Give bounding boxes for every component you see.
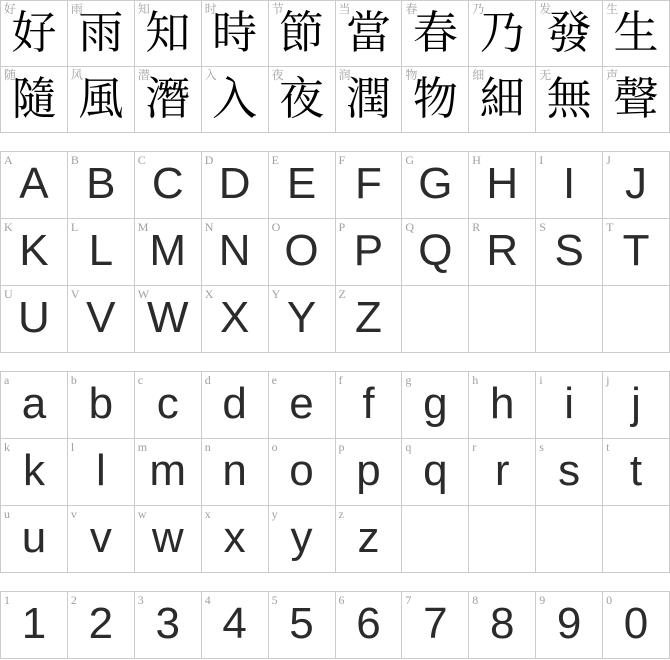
cell-reference-label: L: [70, 220, 79, 234]
glyph-cell: [603, 592, 670, 659]
cell-glyph: 0: [623, 599, 649, 648]
empty-cell: [469, 286, 536, 353]
cell-glyph: 當: [345, 7, 391, 58]
cell-glyph: z: [357, 513, 380, 562]
cell-glyph: w: [151, 513, 184, 562]
cell-reference-label: 润: [338, 68, 351, 82]
cell-glyph: 發: [546, 7, 592, 58]
cell-reference-label: Q: [405, 220, 415, 234]
cell-reference-label: A: [4, 153, 13, 167]
cell-reference-label: S: [539, 220, 546, 234]
cell-glyph: o: [289, 446, 314, 495]
glyph-cell: [402, 592, 469, 659]
glyph-cell: [469, 372, 536, 439]
glyph-cell: [135, 67, 202, 133]
cell-glyph: Z: [355, 293, 382, 342]
glyph-cell: [536, 592, 603, 659]
cell-reference-label: 声: [606, 68, 619, 82]
glyph-cell: [402, 219, 469, 286]
glyph-cell: [269, 286, 336, 353]
cell-glyph: c: [156, 379, 179, 428]
cell-glyph: p: [356, 446, 381, 495]
cell-glyph: t: [629, 446, 643, 495]
cell-reference-label: 0: [606, 593, 613, 607]
cell-reference-label: U: [4, 287, 13, 301]
glyph-cell: [1, 372, 68, 439]
lower-glyph-grid: [0, 371, 670, 573]
cell-reference-label: 无: [539, 68, 552, 82]
cell-glyph: 7: [423, 599, 448, 648]
cell-glyph: u: [21, 513, 47, 562]
cell-reference-label: 风: [70, 68, 83, 82]
cell-reference-label: m: [137, 440, 148, 454]
cell-reference-label: H: [472, 153, 481, 167]
glyph-cell: [202, 439, 269, 506]
cell-reference-label: B: [70, 153, 79, 167]
glyph-cell: [603, 372, 670, 439]
cell-glyph: Q: [418, 226, 453, 275]
cell-glyph: R: [486, 226, 519, 275]
cell-glyph: Y: [286, 293, 317, 342]
glyph-cell: [68, 439, 135, 506]
glyph-cell: [202, 152, 269, 219]
glyph-cell: [68, 219, 135, 286]
cell-glyph: 時: [212, 7, 258, 58]
glyph-cell: [68, 372, 135, 439]
glyph-cell: [402, 67, 469, 133]
cell-glyph: 潤: [345, 73, 391, 124]
glyph-cell: [469, 439, 536, 506]
glyph-cell: [469, 1, 536, 67]
cell-glyph: 節: [279, 7, 325, 58]
cell-glyph: 8: [490, 599, 515, 648]
cell-reference-label: G: [405, 153, 415, 167]
cell-glyph: 隨: [11, 73, 57, 124]
cjk-glyph-grid: [0, 0, 670, 133]
cell-glyph: C: [151, 159, 184, 208]
cell-glyph: G: [418, 159, 453, 208]
cell-reference-label: 2: [70, 593, 77, 607]
cell-glyph: q: [423, 446, 448, 495]
cell-reference-label: 发: [539, 2, 552, 16]
cell-glyph: V: [86, 293, 116, 342]
cell-glyph: i: [564, 379, 575, 428]
cell-glyph: S: [554, 226, 584, 275]
cell-reference-label: q: [405, 440, 412, 454]
glyph-cell: [135, 1, 202, 67]
glyph-cell: [469, 67, 536, 133]
glyph-cell: [202, 592, 269, 659]
glyph-cell: [269, 67, 336, 133]
cell-reference-label: c: [137, 373, 144, 387]
cell-reference-label: i: [539, 373, 543, 387]
glyph-cell: [1, 152, 68, 219]
glyph-cell: [603, 1, 670, 67]
cell-reference-label: O: [271, 220, 281, 234]
cell-reference-label: p: [338, 440, 345, 454]
glyph-cell: [603, 439, 670, 506]
cell-glyph: m: [149, 446, 187, 495]
cell-reference-label: 潜: [137, 68, 150, 82]
cell-reference-label: 夜: [271, 68, 284, 82]
glyph-cell: [336, 1, 403, 67]
cell-reference-label: h: [472, 373, 479, 387]
cell-glyph: 知: [145, 7, 191, 58]
cell-reference-label: 时: [204, 2, 217, 16]
cell-reference-label: C: [137, 153, 146, 167]
glyph-cell: [269, 506, 336, 573]
glyph-cell: [1, 439, 68, 506]
cell-reference-label: X: [204, 287, 214, 301]
cell-reference-label: 细: [472, 68, 485, 82]
cell-reference-label: 当: [338, 2, 351, 16]
cell-reference-label: 8: [472, 593, 479, 607]
glyph-cell: [336, 506, 403, 573]
glyph-cell: [536, 67, 603, 133]
glyph-cell: [336, 439, 403, 506]
empty-cell: [603, 506, 670, 573]
cell-reference-label: f: [338, 373, 343, 387]
glyph-cell: [202, 67, 269, 133]
cell-reference-label: D: [204, 153, 214, 167]
cell-glyph: 無: [546, 73, 592, 124]
cell-glyph: N: [218, 226, 251, 275]
cell-reference-label: b: [70, 373, 77, 387]
cell-glyph: K: [19, 226, 49, 275]
glyph-cell: [269, 152, 336, 219]
cell-reference-label: 生: [606, 2, 619, 16]
cell-reference-label: W: [137, 287, 150, 301]
cell-reference-label: 春: [405, 2, 418, 16]
cell-glyph: l: [95, 446, 106, 495]
glyph-cell: [402, 1, 469, 67]
glyph-cell: [135, 439, 202, 506]
glyph-cell: [336, 152, 403, 219]
cell-glyph: B: [86, 159, 116, 208]
cell-glyph: k: [22, 446, 45, 495]
cell-reference-label: 物: [405, 68, 418, 82]
cell-reference-label: P: [338, 220, 346, 234]
glyph-cell: [135, 152, 202, 219]
cell-glyph: e: [289, 379, 314, 428]
cell-reference-label: V: [70, 287, 80, 301]
cell-reference-label: d: [204, 373, 211, 387]
glyph-cell: [202, 286, 269, 353]
glyph-cell: [1, 1, 68, 67]
glyph-cell: [402, 439, 469, 506]
cell-glyph: H: [486, 159, 519, 208]
cell-glyph: 雨: [78, 7, 124, 58]
glyph-cell: [1, 506, 68, 573]
glyph-cell: [202, 1, 269, 67]
cell-glyph: x: [223, 513, 246, 562]
cell-reference-label: 1: [4, 593, 10, 607]
cell-reference-label: r: [472, 440, 477, 454]
glyph-cell: [402, 372, 469, 439]
cell-glyph: j: [631, 379, 641, 428]
cell-glyph: P: [353, 226, 384, 275]
cell-glyph: 聲: [613, 73, 659, 124]
cell-glyph: 1: [21, 599, 47, 648]
cell-reference-label: R: [472, 220, 481, 234]
cell-reference-label: K: [4, 220, 13, 234]
glyph-cell: [135, 286, 202, 353]
glyph-cell: [402, 152, 469, 219]
cell-glyph: 9: [556, 599, 582, 648]
cell-reference-label: u: [4, 507, 10, 521]
digit-glyph-grid: [0, 591, 670, 659]
glyph-cell: [536, 439, 603, 506]
cell-reference-label: N: [204, 220, 214, 234]
glyph-cell: [269, 592, 336, 659]
empty-cell: [536, 506, 603, 573]
cell-reference-label: J: [606, 153, 611, 167]
cell-glyph: L: [88, 226, 114, 275]
cell-reference-label: T: [606, 220, 614, 234]
glyph-cell: [536, 1, 603, 67]
cell-reference-label: z: [338, 507, 344, 521]
cell-glyph: g: [423, 379, 448, 428]
cell-reference-label: s: [539, 440, 544, 454]
glyph-cell: [68, 592, 135, 659]
glyph-cell: [202, 506, 269, 573]
glyph-cell: [135, 372, 202, 439]
cell-glyph: 潛: [145, 73, 191, 124]
cell-reference-label: 3: [137, 593, 144, 607]
glyph-cell: [68, 152, 135, 219]
cell-glyph: M: [149, 226, 187, 275]
cell-glyph: 2: [88, 599, 114, 648]
cell-reference-label: 7: [405, 593, 412, 607]
cell-glyph: a: [21, 379, 47, 428]
glyph-cell: [269, 1, 336, 67]
cell-reference-label: 节: [271, 2, 284, 16]
cell-reference-label: Y: [271, 287, 281, 301]
glyph-cell: [469, 592, 536, 659]
cell-reference-label: 4: [204, 593, 211, 607]
empty-cell: [469, 506, 536, 573]
cell-reference-label: g: [405, 373, 412, 387]
cell-reference-label: j: [606, 373, 610, 387]
cell-glyph: d: [222, 379, 247, 428]
cell-glyph: J: [625, 159, 648, 208]
cell-glyph: n: [222, 446, 247, 495]
cell-reference-label: I: [539, 153, 544, 167]
cell-glyph: W: [146, 293, 189, 342]
empty-cell: [536, 286, 603, 353]
glyph-cell: [68, 506, 135, 573]
cell-reference-label: v: [70, 507, 77, 521]
glyph-cell: [603, 152, 670, 219]
glyph-cell: [202, 219, 269, 286]
cell-glyph: 3: [155, 599, 180, 648]
upper-glyph-grid: [0, 151, 670, 353]
cell-glyph: 好: [11, 7, 57, 58]
cell-reference-label: k: [4, 440, 10, 454]
cell-glyph: f: [362, 379, 375, 428]
cell-reference-label: l: [70, 440, 75, 454]
cell-glyph: X: [219, 293, 250, 342]
glyph-cell: [202, 372, 269, 439]
cell-reference-label: 6: [338, 593, 345, 607]
cell-reference-label: 入: [204, 68, 217, 82]
glyph-cell: [1, 592, 68, 659]
cell-glyph: O: [284, 226, 319, 275]
glyph-cell: [269, 439, 336, 506]
cell-reference-label: n: [204, 440, 211, 454]
empty-cell: [603, 286, 670, 353]
glyph-cell: [536, 152, 603, 219]
cell-glyph: y: [290, 513, 313, 562]
cell-glyph: 物: [412, 73, 458, 124]
cell-glyph: s: [558, 446, 581, 495]
cell-reference-label: a: [4, 373, 10, 387]
cell-reference-label: Z: [338, 287, 346, 301]
empty-cell: [402, 506, 469, 573]
cell-glyph: U: [18, 293, 50, 342]
cell-reference-label: 5: [271, 593, 278, 607]
cell-reference-label: F: [338, 153, 346, 167]
cell-glyph: D: [218, 159, 251, 208]
cell-reference-label: o: [271, 440, 278, 454]
glyph-cell: [336, 286, 403, 353]
glyph-cell: [269, 219, 336, 286]
cell-reference-label: 好: [4, 2, 17, 16]
glyph-cell: [469, 152, 536, 219]
glyph-cell: [603, 67, 670, 133]
cell-glyph: A: [19, 159, 49, 208]
cell-reference-label: E: [271, 153, 279, 167]
glyph-cell: [469, 219, 536, 286]
glyph-cell: [536, 372, 603, 439]
cell-reference-label: 知: [137, 2, 150, 16]
empty-cell: [402, 286, 469, 353]
cell-glyph: 風: [78, 73, 124, 124]
glyph-cell: [68, 1, 135, 67]
cell-reference-label: x: [204, 507, 211, 521]
cell-glyph: 生: [613, 7, 659, 58]
cell-reference-label: M: [137, 220, 149, 234]
cell-glyph: I: [563, 159, 576, 208]
cell-glyph: T: [622, 226, 650, 275]
glyph-cell: [135, 506, 202, 573]
cell-glyph: b: [88, 379, 114, 428]
glyph-cell: [135, 592, 202, 659]
cell-reference-label: 乃: [472, 2, 485, 16]
cell-glyph: 6: [356, 599, 381, 648]
glyph-cell: [336, 67, 403, 133]
cell-glyph: v: [89, 513, 112, 562]
glyph-cell: [1, 286, 68, 353]
cell-glyph: h: [490, 379, 515, 428]
glyph-cell: [336, 592, 403, 659]
cell-glyph: E: [286, 159, 317, 208]
glyph-cell: [269, 372, 336, 439]
cell-glyph: 春: [412, 7, 458, 58]
cell-glyph: 4: [222, 599, 247, 648]
cell-glyph: 夜: [279, 73, 325, 124]
glyph-cell: [336, 372, 403, 439]
glyph-cell: [1, 67, 68, 133]
glyph-cell: [336, 219, 403, 286]
glyph-cell: [68, 67, 135, 133]
cell-reference-label: e: [271, 373, 277, 387]
cell-glyph: 細: [479, 73, 525, 124]
cell-reference-label: 9: [539, 593, 546, 607]
cell-glyph: 5: [289, 599, 314, 648]
cell-reference-label: w: [137, 507, 147, 521]
cell-reference-label: y: [271, 507, 278, 521]
cell-glyph: 乃: [479, 7, 525, 58]
glyph-cell: [135, 219, 202, 286]
cell-reference-label: t: [606, 440, 610, 454]
glyph-cell: [1, 219, 68, 286]
cell-glyph: 入: [212, 73, 258, 124]
cell-glyph: F: [355, 159, 382, 208]
glyph-cell: [536, 219, 603, 286]
glyph-cell: [603, 219, 670, 286]
glyph-cell: [68, 286, 135, 353]
cell-reference-label: 雨: [70, 2, 83, 16]
cell-reference-label: 随: [4, 68, 17, 82]
cell-glyph: r: [494, 446, 510, 495]
